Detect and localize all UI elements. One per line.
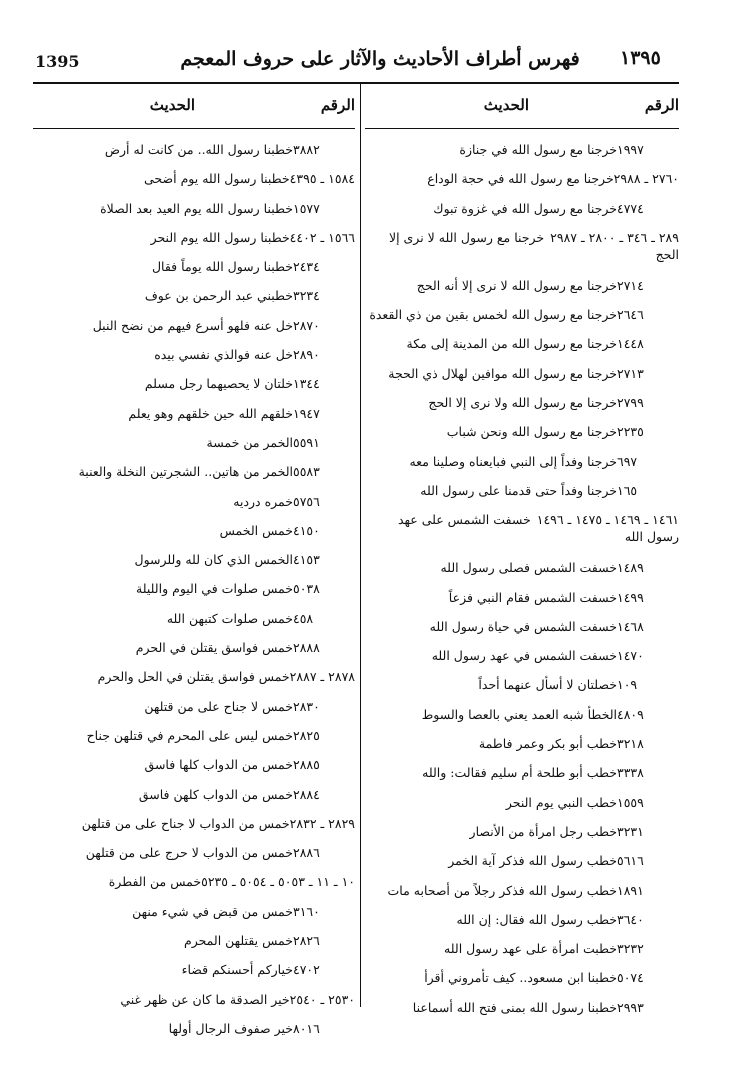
entry-text: خمس من قبض في شيء منهن bbox=[132, 903, 293, 919]
entry-number: ١٥٥٩ bbox=[617, 794, 644, 810]
index-entry bbox=[365, 482, 679, 511]
index-entry bbox=[365, 229, 679, 277]
index-entry bbox=[365, 823, 679, 852]
entry-text: خطبني عبد الرحمن بن عوف bbox=[144, 288, 293, 304]
index-entry bbox=[33, 258, 355, 287]
index-entry bbox=[33, 1020, 355, 1049]
entry-number: ٣٢٣٢ bbox=[617, 941, 644, 957]
entry-text: خطبنا رسول الله يوم النحر bbox=[150, 229, 290, 245]
header-number: الرقم bbox=[320, 96, 355, 114]
entry-number: ٢٨٢٥ bbox=[293, 727, 320, 743]
index-entry bbox=[365, 794, 679, 823]
entry-text: خرجنا مع رسول الله ونحن شباب bbox=[446, 424, 617, 440]
header-rule bbox=[33, 82, 679, 84]
entry-text: خمس يقتلهن المحرم bbox=[183, 933, 293, 949]
entry-number: ٤١٥٣ bbox=[293, 552, 320, 568]
entry-text: خطب رسول الله فذكر رجلاً من أصحابه مات bbox=[387, 882, 617, 898]
index-entry bbox=[365, 589, 679, 618]
entry-text: خمس صلوات كتبهن الله bbox=[166, 610, 293, 626]
index-entry bbox=[365, 618, 679, 647]
entry-text: خطبنا رسول الله بمنى فتح الله أسماعنا bbox=[412, 999, 617, 1015]
right-column-rows bbox=[365, 129, 679, 1028]
entry-text: خرجنا مع رسول الله ولا نرى إلا الحج bbox=[428, 395, 617, 411]
entry-number: ٢٨٨٥ bbox=[293, 757, 320, 773]
index-entry bbox=[365, 511, 679, 559]
entry-number: ١٤٨٩ bbox=[617, 560, 644, 576]
index-entry bbox=[33, 229, 355, 258]
index-entry bbox=[365, 647, 679, 676]
entry-number: ٢٨٩ ـ ٣٤٦ ـ ٢٨٠٠ ـ ٢٩٨٧ bbox=[550, 229, 679, 245]
entry-number: ١٠ ـ ١١ ـ ٥٠٥٣ ـ ٥٠٥٤ ـ ٥٢٣٥ bbox=[201, 874, 355, 890]
entry-text: خلقهم الله حين خلقهم وهو يعلم bbox=[128, 405, 293, 421]
right-column-header bbox=[365, 88, 679, 129]
left-column bbox=[33, 88, 355, 1049]
index-entry bbox=[365, 141, 679, 170]
header-number: الرقم bbox=[644, 96, 679, 114]
entry-text: خياركم أحسنكم قضاء bbox=[181, 962, 293, 978]
index-entry bbox=[33, 522, 355, 551]
index-entry bbox=[33, 375, 355, 404]
index-entry bbox=[365, 764, 679, 793]
entry-text: خطب رسول الله فقال: إن الله bbox=[456, 911, 617, 927]
entry-number: ٣٢٣٤ bbox=[293, 288, 320, 304]
index-entry bbox=[33, 580, 355, 609]
entry-text: خرجنا وفداً إلى النبي فبايعناه وصلينا معه bbox=[409, 453, 617, 469]
index-entry bbox=[365, 277, 679, 306]
entry-number: ١٨٩١ bbox=[617, 882, 644, 898]
entry-text: خطبنا رسول الله يوم العيد بعد الصلاة bbox=[100, 200, 293, 216]
entry-number: ٦٩٧ bbox=[617, 453, 638, 469]
page-header bbox=[0, 0, 755, 90]
index-entry bbox=[365, 200, 679, 229]
entry-number: ٥٧٥٦ bbox=[293, 493, 320, 509]
entry-number: ٣٣٣٨ bbox=[617, 765, 644, 781]
index-entry bbox=[365, 170, 679, 199]
index-entry bbox=[365, 969, 679, 998]
index-entry bbox=[33, 698, 355, 727]
entry-text: خرجنا مع رسول الله في جنازة bbox=[459, 142, 617, 157]
entry-number: ٢٨٨٦ bbox=[293, 845, 320, 861]
index-entry bbox=[365, 453, 679, 482]
entry-number: ٥٥٨٣ bbox=[293, 464, 320, 480]
entry-text: خطبنا رسول الله يوم أضحى bbox=[144, 171, 290, 187]
entry-text: خرجنا وفداً حتى قدمنا على رسول الله bbox=[420, 482, 617, 498]
entry-text: خلتان لا يحصيهما رجل مسلم bbox=[144, 376, 293, 392]
entry-text: خصلتان لا أسأل عنهما أحداً bbox=[478, 677, 617, 693]
index-entry bbox=[33, 405, 355, 434]
index-entry bbox=[365, 335, 679, 364]
index-entry bbox=[33, 991, 355, 1020]
index-entry bbox=[33, 317, 355, 346]
entry-number: ٢٨٢٩ ـ ٢٨٣٢ bbox=[289, 815, 355, 831]
entry-text: خطبنا رسول الله.. من كانت له أرض bbox=[104, 142, 293, 157]
index-entry bbox=[33, 141, 355, 170]
entry-text: الخمر من خمسة bbox=[206, 434, 293, 450]
entry-number: ٣٢١٨ bbox=[617, 736, 644, 752]
entry-number: ٤٨٠٩ bbox=[617, 706, 644, 722]
entry-text: الخمر من هاتين.. الشجرتين النخلة والعنبة bbox=[78, 464, 293, 480]
entry-text: خمس من الدواب لا جناح على من قتلهن bbox=[81, 815, 290, 831]
entry-number: ٣٦٤٠ bbox=[617, 911, 644, 927]
entry-text: خمس الخمس bbox=[219, 522, 293, 538]
entry-number: ١٥٨٤ ـ ٤٣٩٥ bbox=[289, 171, 355, 187]
entry-text: خطب النبي يوم النحر bbox=[505, 794, 617, 810]
index-entry bbox=[365, 735, 679, 764]
entry-number: ٥٠٧٤ bbox=[617, 970, 644, 986]
entry-number: ٢٨٣٠ bbox=[293, 698, 320, 714]
right-column bbox=[365, 88, 679, 1028]
index-entry bbox=[33, 873, 355, 902]
entry-text: خطب أبو طلحة أم سليم فقالت: والله bbox=[422, 765, 617, 781]
entry-number: ١٣٤٤ bbox=[293, 376, 320, 392]
index-entry bbox=[365, 559, 679, 588]
page-number-arabic: ١٣٩٥ bbox=[620, 47, 661, 69]
index-entry bbox=[33, 639, 355, 668]
entry-text: خسفت الشمس فصلى رسول الله bbox=[440, 560, 617, 576]
left-column-header bbox=[33, 88, 355, 129]
entry-text: خطب أبو بكر وعمر فاطمة bbox=[478, 736, 617, 752]
entry-number: ١٤٦٨ bbox=[617, 618, 644, 634]
index-entry bbox=[365, 394, 679, 423]
index-entry bbox=[33, 551, 355, 580]
entry-text: خسفت الشمس على عهد رسول الله bbox=[397, 512, 679, 545]
entry-number: ٢٨٨٨ bbox=[293, 640, 320, 656]
entry-number: ١٤٩٩ bbox=[617, 589, 644, 605]
entry-number: ٥٦١٦ bbox=[617, 853, 644, 869]
entry-text: خطبنا ابن مسعود.. كيف تأمروني أقرأ bbox=[424, 970, 617, 986]
index-entry bbox=[33, 493, 355, 522]
entry-number: ٣٨٨٢ bbox=[293, 142, 320, 157]
page-title: فهرس أطراف الأحاديث والآثار على حروف المعجم bbox=[180, 48, 580, 70]
index-entry bbox=[365, 852, 679, 881]
entry-text: خل عنه فلهو أسرع فيهم من نضح النبل bbox=[92, 317, 293, 333]
entry-text: خسفت الشمس في حياة رسول الله bbox=[429, 618, 617, 634]
entry-text: خير صفوف الرجال أولها bbox=[168, 1020, 293, 1036]
entry-number: ٣١٦٠ bbox=[293, 903, 320, 919]
entry-number: ١٦٥ bbox=[617, 482, 638, 498]
entry-text: خمس من الفطرة bbox=[108, 874, 202, 890]
entry-text: خطبت امرأة على عهد رسول الله bbox=[444, 941, 617, 957]
entry-number: ١٩٤٧ bbox=[293, 405, 320, 421]
index-entry bbox=[365, 706, 679, 735]
entry-text: خمس من الدواب كلهن فاسق bbox=[138, 786, 293, 802]
entry-number: ٣٢٣١ bbox=[617, 823, 644, 839]
entry-text: خسفت الشمس فقام النبي فزعاً bbox=[448, 589, 617, 605]
entry-text: خمس من الدواب لا حرج على من قتلهن bbox=[85, 845, 293, 861]
entry-number: ٥٠٣٨ bbox=[293, 581, 320, 597]
entry-text: خرجنا مع رسول الله في حجة الوداع bbox=[427, 171, 614, 187]
entry-text: خطب رجل امرأة من الأنصار bbox=[469, 823, 617, 839]
entry-text: خل عنه فوالذي نفسي بيده bbox=[154, 347, 293, 363]
entry-text: خمس من الدواب كلها فاسق bbox=[144, 757, 293, 773]
index-entry bbox=[33, 815, 355, 844]
entry-number: ١٤٦١ ـ ١٤٦٩ ـ ١٤٧٥ ـ ١٤٩٦ bbox=[536, 512, 679, 528]
entry-number: ٢٧١٤ bbox=[617, 277, 644, 293]
entry-text: خمس ليس على المحرم في قتلهن جناح bbox=[86, 727, 293, 743]
index-entry bbox=[33, 610, 355, 639]
entry-text: خمس صلوات في اليوم والليلة bbox=[136, 581, 293, 597]
entry-number: ١٠٩ bbox=[617, 677, 638, 693]
entry-number: ١٥٧٧ bbox=[293, 200, 320, 216]
entry-number: ٢٨٧٨ ـ ٢٨٨٧ bbox=[289, 669, 355, 685]
entry-text: خمس لا جناح على من قتلهن bbox=[144, 698, 293, 714]
entry-number: ١٤٧٠ bbox=[617, 648, 644, 664]
entry-number: ٢٧٦٠ ـ ٢٩٨٨ bbox=[613, 171, 679, 187]
index-entry bbox=[365, 423, 679, 452]
entry-number: ٢٢٣٥ bbox=[617, 424, 644, 440]
index-entry bbox=[33, 346, 355, 375]
entry-number: ٢٧٩٩ bbox=[617, 395, 644, 411]
entry-number: ٢٨٩٠ bbox=[293, 347, 320, 363]
page-number-latin: 1395 bbox=[35, 52, 80, 71]
entry-number: ٢٨٨٤ bbox=[293, 786, 320, 802]
index-entry bbox=[33, 786, 355, 815]
entry-number: ٢٨٢٦ bbox=[293, 933, 320, 949]
column-divider bbox=[360, 82, 361, 1007]
index-entry bbox=[365, 365, 679, 394]
entry-number: ٢٩٩٣ bbox=[617, 999, 644, 1015]
index-entry bbox=[365, 306, 679, 335]
index-entry bbox=[365, 999, 679, 1028]
index-entry bbox=[365, 676, 679, 705]
entry-text: خمس فواسق يقتلن في الحل والحرم bbox=[97, 669, 290, 685]
entry-number: ١٥٦٦ ـ ٤٤٠٢ bbox=[289, 229, 355, 245]
entry-number: ٥٥٩١ bbox=[293, 434, 320, 450]
entry-number: ٢٧١٣ bbox=[617, 365, 644, 381]
entry-number: ٢٤٣٤ bbox=[293, 259, 320, 275]
entry-text: الخطأ شبه العمد يعني بالعصا والسوط bbox=[421, 706, 617, 722]
index-entry bbox=[365, 940, 679, 969]
index-entry bbox=[365, 911, 679, 940]
index-entry bbox=[33, 903, 355, 932]
index-entry bbox=[33, 961, 355, 990]
index-entry bbox=[33, 844, 355, 873]
index-entry bbox=[33, 668, 355, 697]
index-entry bbox=[33, 170, 355, 199]
index-entry bbox=[365, 882, 679, 911]
entry-number: ٤٧٧٤ bbox=[617, 200, 644, 216]
header-hadith: الحديث bbox=[483, 96, 529, 114]
index-entry bbox=[33, 932, 355, 961]
entry-text: خمس فواسق يقتلن في الحرم bbox=[135, 640, 293, 656]
entry-text: خمره درديه bbox=[233, 493, 293, 509]
entry-number: ٢٥٣٠ ـ ٢٥٤٠ bbox=[289, 991, 355, 1007]
index-entry bbox=[33, 434, 355, 463]
entry-number: ١٩٩٧ bbox=[617, 142, 644, 157]
entry-text: خرجنا مع رسول الله لا نرى إلا أنه الحج bbox=[416, 277, 617, 293]
index-entry bbox=[33, 756, 355, 785]
index-entry bbox=[33, 463, 355, 492]
entry-number: ٤٥٨ bbox=[293, 610, 314, 626]
entry-number: ٢٦٤٦ bbox=[617, 307, 644, 323]
entry-number: ٢٨٧٠ bbox=[293, 317, 320, 333]
left-column-rows bbox=[33, 129, 355, 1049]
entry-text: الخمس الذي كان لله وللرسول bbox=[134, 552, 293, 568]
entry-number: ٤١٥٠ bbox=[293, 522, 320, 538]
entry-number: ١٤٤٨ bbox=[617, 336, 644, 352]
entry-text: خير الصدقة ما كان عن ظهر غني bbox=[120, 991, 290, 1007]
index-entry bbox=[33, 287, 355, 316]
entry-number: ٤٧٠٢ bbox=[293, 962, 320, 978]
index-entry bbox=[33, 727, 355, 756]
entry-text: خسفت الشمس في عهد رسول الله bbox=[431, 648, 617, 664]
entry-text: خرجنا مع رسول الله لخمس بقين من ذي القعدة bbox=[369, 307, 617, 323]
index-entry bbox=[33, 200, 355, 229]
header-hadith: الحديث bbox=[149, 96, 195, 114]
entry-text: خرجنا مع رسول الله موافين لهلال ذي الحجة bbox=[388, 365, 617, 381]
entry-number: ٨٠١٦ bbox=[293, 1020, 320, 1036]
entry-text: خرجنا مع رسول الله لا نرى إلا الحج bbox=[388, 229, 679, 262]
entry-text: خرجنا مع رسول الله من المدينة إلى مكة bbox=[406, 336, 617, 352]
entry-text: خرجنا مع رسول الله في غزوة تبوك bbox=[433, 200, 617, 216]
entry-text: خطبنا رسول الله يوماً فقال bbox=[151, 259, 293, 275]
entry-text: خطب رسول الله فذكر آية الخمر bbox=[448, 853, 617, 869]
